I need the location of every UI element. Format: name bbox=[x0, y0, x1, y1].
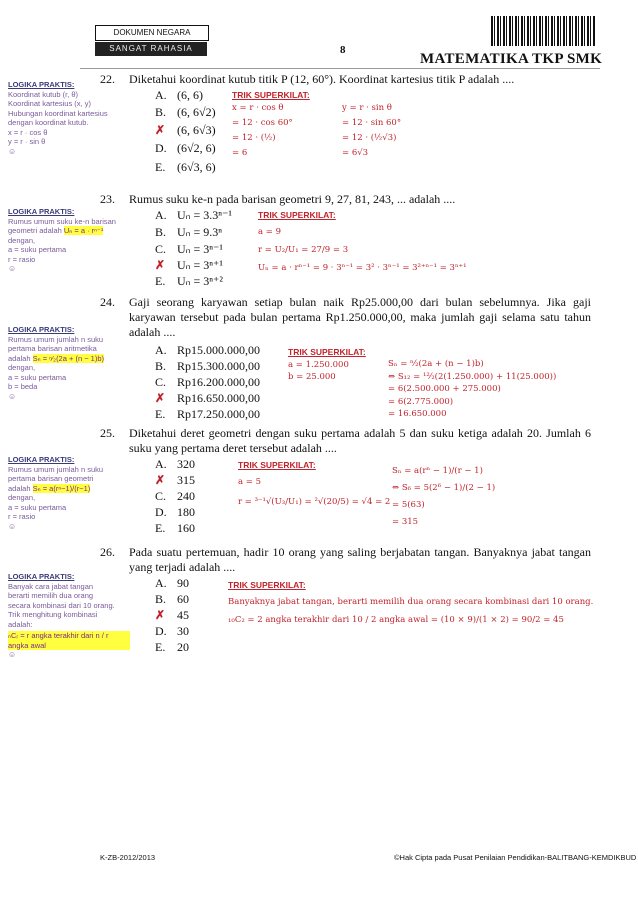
formula-highlight: ₙCᵣ = r angka terakhir dari n / r angka awal bbox=[8, 631, 130, 650]
option-value: Rp15.300.000,00 bbox=[177, 359, 261, 373]
option-value: 60 bbox=[177, 592, 189, 606]
side-line: dengan, bbox=[8, 235, 36, 245]
footer-copyright: ©Hak Cipta pada Pusat Penilaian Pendidikan-BALITBANG-KEMDIKBUD bbox=[394, 853, 637, 862]
option-value: 320 bbox=[177, 457, 195, 471]
option-e bbox=[155, 407, 260, 422]
smiley-icon: ☺ bbox=[8, 146, 17, 156]
option-key: A. bbox=[155, 457, 167, 471]
option-c bbox=[155, 489, 195, 504]
option-value: (6, 6√2) bbox=[177, 105, 216, 119]
question-text: Diketahui deret geometri dengan suku pertama adalah 5 dan suku ketiga adalah 20. Jumlah 6 suku yang pertama deret tersebut adalah .... bbox=[129, 426, 591, 455]
option-key: C. bbox=[155, 489, 167, 503]
trik-line: ₁₀C₂ = 2 angka terakhir dari 10 / 2 angka awal = (10 × 9)/(1 × 2) = 90/2 = 45 bbox=[228, 615, 564, 625]
smiley-icon: ☺ bbox=[8, 391, 17, 401]
trik-line: = 6(2.500.000 + 275.000) bbox=[388, 384, 501, 394]
option-a bbox=[155, 576, 189, 591]
subject-title: MATEMATIKA TKP SMK bbox=[420, 51, 603, 67]
check-cross-icon: ✗ bbox=[155, 258, 166, 272]
side-line: adalah Sₙ = a(rⁿ−1)/(r−1) bbox=[8, 483, 91, 493]
option-value: (6, 6√3) bbox=[177, 123, 216, 137]
option-value: (6, 6) bbox=[177, 88, 203, 102]
question-number: 25. bbox=[100, 426, 115, 440]
smiley-icon: ☺ bbox=[8, 521, 17, 531]
option-key: E. bbox=[155, 640, 166, 654]
side-title: LOGIKA PRAKTIS: bbox=[8, 207, 75, 216]
side-line: dengan, bbox=[8, 363, 36, 372]
option-value: 180 bbox=[177, 505, 195, 519]
trik-line: = 5(63) bbox=[392, 500, 425, 510]
formula-highlight: Sₙ = ⁿ⁄₂(2a + (n − 1)b) bbox=[32, 353, 105, 363]
side-line: a = suku pertama bbox=[8, 502, 67, 512]
option-d bbox=[155, 391, 260, 406]
barcode bbox=[491, 16, 595, 46]
trik-left-24 bbox=[288, 359, 349, 383]
option-b bbox=[155, 592, 189, 607]
trik-line: = 12 · (½) bbox=[232, 133, 276, 143]
option-key: A. bbox=[155, 88, 167, 102]
option-value: Uₙ = 3ⁿ⁺¹ bbox=[177, 258, 223, 272]
option-value: Uₙ = 3.3ⁿ⁻¹ bbox=[177, 208, 232, 222]
option-value: Rp16.650.000,00 bbox=[177, 391, 261, 405]
side-line: Hubungan koordinat kartesius bbox=[8, 108, 108, 118]
trik-line: = 12 · (½√3) bbox=[342, 133, 397, 143]
option-value: Rp17.250.000,00 bbox=[177, 407, 261, 421]
option-a bbox=[155, 343, 260, 358]
option-key: B. bbox=[155, 225, 167, 239]
trik-line: Banyaknya jabat tangan, berarti memilih dua orang secara kombinasi dari 10 orang. bbox=[228, 597, 594, 607]
side-title: LOGIKA PRAKTIS: bbox=[8, 80, 75, 89]
option-c bbox=[155, 608, 189, 623]
trik-line: x = r · cos θ bbox=[232, 103, 284, 113]
option-a bbox=[155, 88, 203, 103]
side-line: adalah: bbox=[8, 619, 33, 629]
trik-block-23 bbox=[258, 210, 336, 220]
option-value: Rp15.000.000,00 bbox=[177, 343, 261, 357]
trik-line: b = 25.000 bbox=[288, 372, 336, 382]
trik-line: = 6(2.775.000) bbox=[388, 396, 454, 407]
side-line: r = rasio bbox=[8, 512, 36, 521]
trik-line: = 315 bbox=[392, 517, 419, 527]
side-line: Koordinat kutub (r, θ) bbox=[8, 89, 79, 99]
option-b bbox=[155, 105, 216, 120]
option-value: Uₙ = 9.3ⁿ bbox=[177, 225, 222, 239]
trik-left-26 bbox=[228, 593, 618, 629]
option-d bbox=[155, 141, 216, 156]
side-note-22 bbox=[8, 80, 130, 156]
option-key: E. bbox=[155, 407, 166, 421]
option-b bbox=[155, 359, 260, 374]
option-e bbox=[155, 640, 189, 655]
trik-title: TRIK SUPERKILAT: bbox=[238, 460, 316, 470]
side-note-24 bbox=[8, 325, 130, 401]
trik-line: y = r · sin θ bbox=[342, 103, 392, 113]
trik-title: TRIK SUPERKILAT: bbox=[258, 210, 336, 220]
side-line: pertama barisan geometri bbox=[8, 474, 94, 483]
side-line: dengan koordinat kutub. bbox=[8, 118, 89, 127]
side-line: r = rasio bbox=[8, 254, 36, 264]
formula-highlight: Uₙ = a · rⁿ⁻¹ bbox=[63, 226, 104, 235]
option-b bbox=[155, 473, 195, 488]
option-value: (6√2, 6) bbox=[177, 141, 216, 155]
option-a bbox=[155, 208, 232, 223]
side-line: b = beda bbox=[8, 382, 38, 391]
trik-title: TRIK SUPERKILAT: bbox=[228, 580, 306, 590]
side-line: Rumus umum jumlah n suku bbox=[8, 464, 104, 474]
side-line: Koordinat kartesius (x, y) bbox=[8, 99, 91, 108]
option-c bbox=[155, 123, 216, 138]
option-b bbox=[155, 225, 222, 240]
question-text: Pada suatu pertemuan, hadir 10 orang yang saling berjabatan tangan. Banyaknya jabat tangan yang terjadi adalah .... bbox=[129, 545, 591, 574]
question-text: Gaji seorang karyawan setiap bulan naik Rp25.000,00 dari bulan sebelumnya. Jika gaji karyawan tersebut pada bulan pertama Rp1.250.000,00, maka jumlah gaji selama satu tahun adalah .... bbox=[129, 295, 591, 339]
side-line: berarti memilih dua orang bbox=[8, 591, 94, 600]
question-number: 24. bbox=[100, 295, 115, 309]
option-key: A. bbox=[155, 208, 167, 222]
trik-left-23 bbox=[258, 223, 467, 277]
trik-right-22 bbox=[342, 101, 401, 161]
side-line: a = suku pertama bbox=[8, 245, 67, 254]
side-line: Rumus umum jumlah n suku bbox=[8, 334, 104, 344]
trik-line: = 6 bbox=[232, 148, 248, 158]
trik-line: Sₙ = ⁿ⁄₂(2a + (n − 1)b) bbox=[388, 359, 484, 369]
option-key: C. bbox=[155, 375, 167, 389]
trik-line: r = U₂/U₁ = 27/9 = 3 bbox=[258, 245, 349, 255]
side-line: Trik menghitung kombinasi bbox=[8, 610, 98, 619]
page-number: 8 bbox=[340, 44, 346, 56]
option-value: Uₙ = 3ⁿ⁺² bbox=[177, 274, 223, 288]
trik-right-24 bbox=[388, 358, 556, 421]
side-title: LOGIKA PRAKTIS: bbox=[8, 572, 75, 581]
check-cross-icon: ✗ bbox=[155, 473, 166, 487]
option-d bbox=[155, 505, 195, 520]
check-cross-icon: ✗ bbox=[155, 608, 166, 622]
option-c bbox=[155, 242, 223, 257]
side-line: y = r · sin θ bbox=[8, 137, 46, 146]
side-note-25 bbox=[8, 455, 130, 531]
trik-line: = 16.650.000 bbox=[388, 409, 447, 419]
trik-line: Sₙ = a(rⁿ − 1)/(r − 1) bbox=[392, 466, 483, 476]
secret-label: SANGAT RAHASIA bbox=[95, 42, 207, 56]
option-e bbox=[155, 160, 216, 175]
side-title: LOGIKA PRAKTIS: bbox=[8, 325, 75, 334]
trik-block-26 bbox=[228, 580, 306, 590]
side-line: adalah Sₙ = ⁿ⁄₂(2a + (n − 1)b) bbox=[8, 353, 105, 363]
side-note-23 bbox=[8, 207, 130, 274]
option-value: 240 bbox=[177, 489, 195, 503]
trik-block-25 bbox=[238, 460, 316, 470]
header-divider bbox=[80, 68, 600, 69]
question-number: 23. bbox=[100, 192, 115, 206]
question-text: Diketahui koordinat kutub titik P (12, 60°). Koordinat kartesius titik P adalah .... bbox=[129, 72, 515, 86]
check-cross-icon: ✗ bbox=[155, 123, 166, 137]
question-number: 22. bbox=[100, 72, 115, 86]
option-e bbox=[155, 521, 195, 536]
side-line: a = suku pertama bbox=[8, 372, 67, 382]
trik-block-24 bbox=[288, 347, 366, 357]
trik-left-22 bbox=[232, 101, 293, 161]
option-key: E. bbox=[155, 274, 166, 288]
question-number: 26. bbox=[100, 545, 115, 559]
trik-right-25 bbox=[392, 463, 495, 531]
option-value: (6√3, 6) bbox=[177, 160, 216, 174]
smiley-icon: ☺ bbox=[8, 264, 17, 273]
formula-highlight: Sₙ = a(rⁿ−1)/(r−1) bbox=[32, 483, 91, 493]
smiley-icon: ☺ bbox=[8, 650, 17, 659]
trik-left-25 bbox=[238, 472, 390, 512]
trik-line: = 12 · cos 60° bbox=[232, 118, 293, 128]
doc-label: DOKUMEN NEGARA bbox=[95, 25, 209, 41]
option-key: D. bbox=[155, 624, 167, 638]
option-value: Rp16.200.000,00 bbox=[177, 375, 261, 389]
trik-line: = 6√3 bbox=[342, 148, 369, 158]
option-e bbox=[155, 274, 223, 289]
check-cross-icon: ✗ bbox=[155, 391, 166, 405]
side-line: pertama barisan aritmetika bbox=[8, 344, 97, 353]
option-value: 315 bbox=[177, 473, 195, 487]
footer-code: K-ZB-2012/2013 bbox=[100, 853, 156, 862]
option-key: A. bbox=[155, 576, 167, 590]
side-line: geometri adalah Uₙ = a · rⁿ⁻¹ bbox=[8, 226, 104, 235]
option-key: E. bbox=[155, 160, 166, 174]
side-note-26 bbox=[8, 572, 130, 660]
trik-line: ⇔ S₁₂ = ¹²⁄₂(2(1.250.000) + 11(25.000)) bbox=[388, 371, 557, 382]
option-a bbox=[155, 457, 195, 472]
trik-line: = 12 · sin 60° bbox=[342, 118, 402, 128]
side-line: x = r · cos θ bbox=[8, 127, 48, 137]
side-line: dengan, bbox=[8, 493, 36, 502]
question-text: Rumus suku ke-n pada barisan geometri 9, 27, 81, 243, ... adalah .... bbox=[129, 192, 456, 206]
option-d bbox=[155, 624, 189, 639]
side-line: Banyak cara jabat tangan bbox=[8, 581, 94, 591]
option-key: C. bbox=[155, 242, 167, 256]
option-d bbox=[155, 258, 223, 273]
trik-line: r = ³⁻¹√(U₃/U₁) = ²√(20/5) = √4 = 2 bbox=[238, 497, 391, 507]
option-key: B. bbox=[155, 359, 167, 373]
trik-line: Uₙ = a · rⁿ⁻¹ = 9 · 3ⁿ⁻¹ = 3² · 3ⁿ⁻¹ = 3²⁺ⁿ⁻¹ = 3ⁿ⁺¹ bbox=[258, 263, 467, 273]
trik-line: a = 1.250.000 bbox=[288, 360, 349, 370]
option-key: B. bbox=[155, 592, 167, 606]
option-value: 30 bbox=[177, 624, 189, 638]
option-value: 160 bbox=[177, 521, 195, 535]
option-key: B. bbox=[155, 105, 167, 119]
option-key: E. bbox=[155, 521, 166, 535]
trik-title: TRIK SUPERKILAT: bbox=[288, 347, 366, 357]
side-line: secara kombinasi dari 10 orang. bbox=[8, 600, 115, 610]
option-value: 45 bbox=[177, 608, 189, 622]
option-key: A. bbox=[155, 343, 167, 357]
trik-line: a = 5 bbox=[238, 477, 262, 487]
side-title: LOGIKA PRAKTIS: bbox=[8, 455, 75, 464]
option-value: 20 bbox=[177, 640, 189, 654]
trik-block-22 bbox=[232, 90, 310, 100]
trik-line: ⇔ S₆ = 5(2⁶ − 1)/(2 − 1) bbox=[392, 483, 496, 493]
option-key: D. bbox=[155, 141, 167, 155]
side-line: Rumus umum suku ke-n barisan bbox=[8, 216, 116, 226]
option-value: Uₙ = 3ⁿ⁻¹ bbox=[177, 242, 223, 256]
trik-line: a = 9 bbox=[258, 227, 282, 237]
option-c bbox=[155, 375, 260, 390]
option-key: D. bbox=[155, 505, 167, 519]
trik-title: TRIK SUPERKILAT: bbox=[232, 90, 310, 100]
option-value: 90 bbox=[177, 576, 189, 590]
